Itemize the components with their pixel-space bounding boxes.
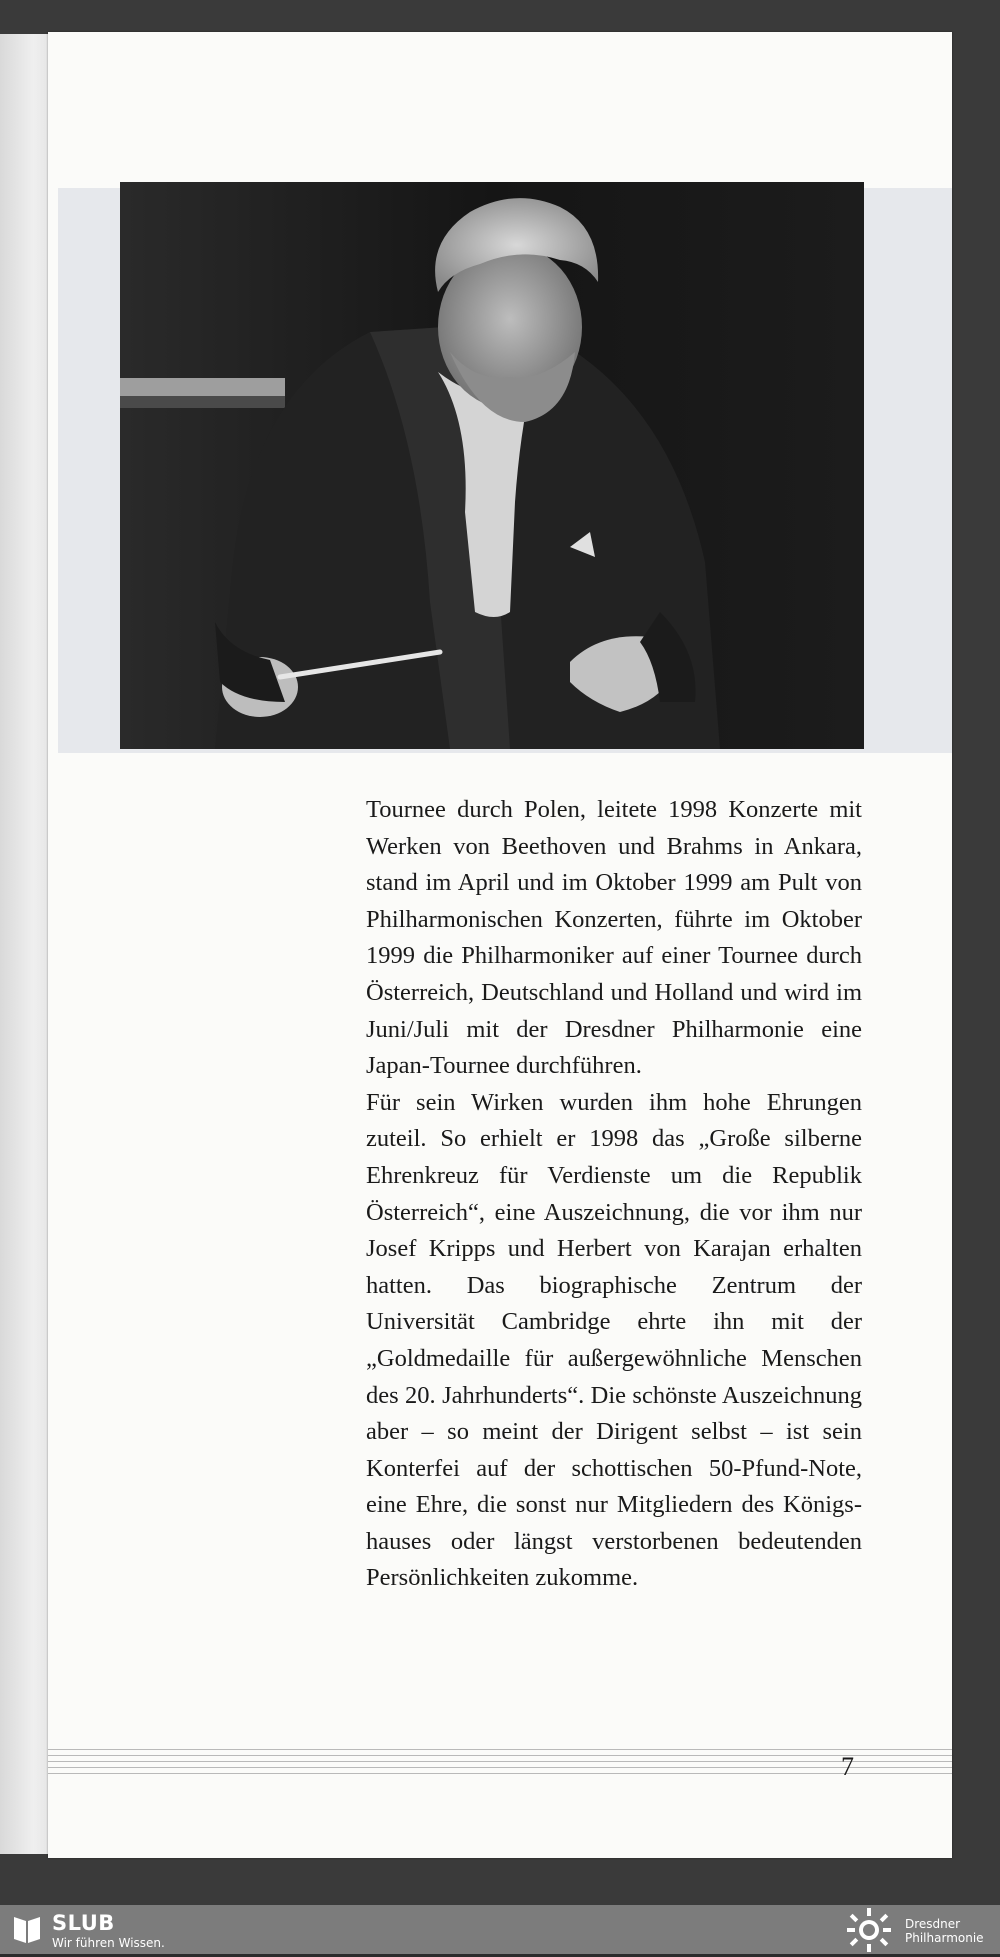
article-body: [366, 792, 862, 1597]
rule-line: [48, 1773, 952, 1774]
footer-rules: [48, 1749, 952, 1785]
partner-name-line1: Dresdner: [905, 1917, 961, 1931]
partner-name-line2: Philharmonie: [905, 1931, 984, 1945]
partner-name: [905, 1917, 1000, 1945]
page-number: 7: [841, 1752, 854, 1781]
viewer-footer-bar: [0, 1905, 1000, 1954]
document-page: [48, 32, 952, 1858]
rule-line: [48, 1767, 952, 1768]
library-slogan: Wir führen Wissen.: [52, 1936, 165, 1950]
philharmonie-sun-icon: [842, 1908, 896, 1957]
paragraph-ehrungen: Für sein Wirken wurden ihm hohe Ehrungen zuteil. So erhielt er 1998 das „Große silberne Ehrenkreuz für Verdienste um die Republik Österreich“, eine Auszeichnung, die vor ihm nur Josef Kripps und Herbert von Karajan erhalten hatten. Das biographische Zentrum der Universität Cambridge ehrte ihn mit der „Goldmedaille für außergewöhnliche Menschen des 20. Jahrhunderts“. Die schönste Auszeichnung aber – so meint der Dirigent selbst – ist sein Konterfei auf der schottischen 50-Pfund-Note, eine Ehre, die sonst nur Mitgliedern des Königshauses oder längst verstorbenen bedeutenden Persönlichkeiten zukomme.: [366, 1088, 862, 1592]
conductor-photo: [120, 182, 864, 749]
rule-line: [48, 1749, 952, 1750]
paragraph-tournee: Tournee durch Polen, leitete 1998 Konzerte mit Werken von Beethoven und Brahms in Ankara, stand im April und im Oktober 1999 am Pult von Philharmonischen Konzerten, führte im Oktober 1999 die Philharmoniker auf einer Tournee durch Österreich, Deutschland und Holland und wird im Juni/Juli mit der Dresdner Philharmonie eine Japan-Tournee durchführen.: [366, 796, 862, 1080]
rule-line: [48, 1761, 952, 1762]
rule-line: [48, 1755, 952, 1756]
slub-book-icon: [12, 1913, 42, 1950]
library-name: SLUB: [52, 1911, 115, 1935]
